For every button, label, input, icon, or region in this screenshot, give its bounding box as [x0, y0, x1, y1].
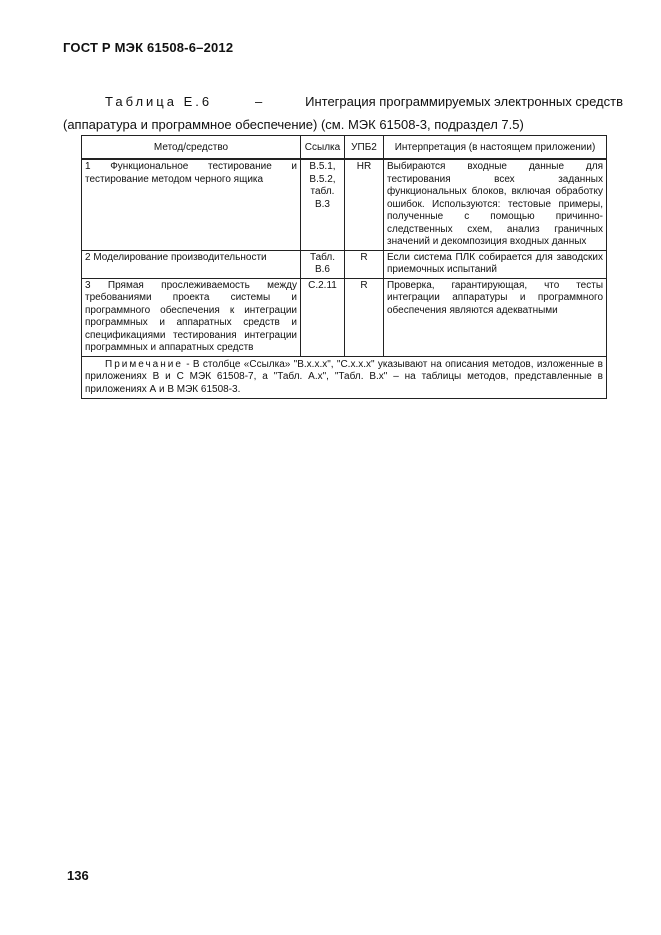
caption-dash: – [255, 94, 263, 109]
caption-title-line2: (аппаратура и программное обеспечение) (см. МЭК 61508-3, подраздел 7.5) [63, 117, 524, 132]
methods-table [81, 135, 607, 399]
table-note [82, 356, 607, 399]
row-reference: С.2.11 [301, 278, 345, 356]
table-header-row [82, 136, 607, 160]
row-reference: В.5.1, В.5.2, табл. В.3 [301, 159, 345, 250]
note-label: Примечание [105, 358, 183, 370]
note-text: - В столбце «Ссылка» "В.х.х.х", "С.х.х.х" указывают на описания методов, изложенные в приложениях В и С МЭК 61508-7, а "Табл. А.х", "Табл. В.х" – на таблицы методов, представленные в приложениях А и В МЭК 61508-3. [85, 358, 603, 395]
table-caption [63, 90, 623, 136]
caption-title-line1: Интеграция программируемых электронных средств [305, 94, 623, 109]
row-interpretation: Выбираются входные данные для тестирования всех заданных функциональных блоков, включая обработку ошибок. Используются: тестовые примеры, полученные с помощью причинно-следственных схем, анализ граничных значений и декомпозиция входных данных [384, 159, 607, 250]
row-interpretation: Проверка, гарантирующая, что тесты интеграции аппаратуры и программного обеспечения являются адекватными [384, 278, 607, 356]
table-note-row [82, 356, 607, 399]
caption-label: Таблица Е.6 [105, 94, 213, 109]
header-interpretation: Интерпретация (в настоящем приложении) [384, 136, 607, 160]
header-reference: Ссылка [301, 136, 345, 160]
row-reference: Табл. В.6 [301, 250, 345, 278]
row-interpretation: Если система ПЛК собирается для заводских приемочных испытаний [384, 250, 607, 278]
row-level: HR [345, 159, 384, 250]
row-method: 3 Прямая прослеживаемость между требованиями проекта системы и программного обеспечения к интеграции программных и аппаратных средств и спецификациями тестирования интеграции программных и аппаратных средств [82, 278, 301, 356]
row-method: 1 Функциональное тестирование и тестирование методом черного ящика [82, 159, 301, 250]
header-level: УПБ2 [345, 136, 384, 160]
row-method: 2 Моделирование производительности [82, 250, 301, 278]
table-row [82, 278, 607, 356]
row-level: R [345, 278, 384, 356]
row-level: R [345, 250, 384, 278]
header-method: Метод/средство [82, 136, 301, 160]
table-row [82, 159, 607, 250]
document-header: ГОСТ Р МЭК 61508-6–2012 [63, 40, 234, 55]
page-number: 136 [67, 868, 89, 883]
table-row [82, 250, 607, 278]
